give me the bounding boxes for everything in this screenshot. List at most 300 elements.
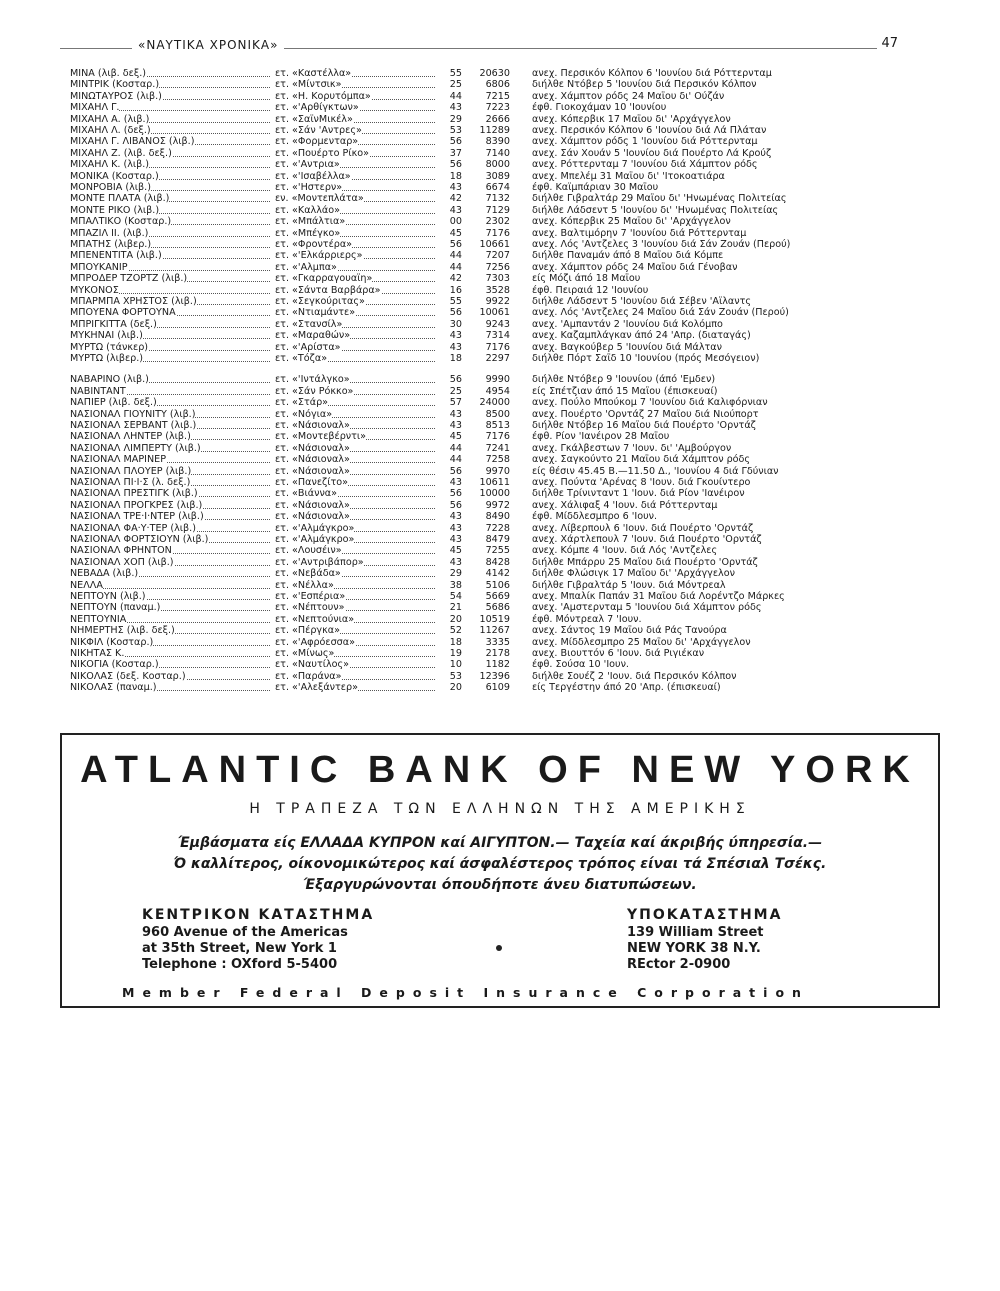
- ship-former-name: [275, 420, 435, 431]
- ship-name: [70, 466, 270, 477]
- ship-name: [70, 205, 270, 216]
- ship-name: [70, 228, 270, 239]
- ship-tonnage: 7303: [485, 273, 510, 285]
- ship-year: 43: [449, 102, 462, 114]
- ship-former-name: [275, 477, 435, 488]
- ship-year: 43: [449, 420, 462, 431]
- ship-former-name-text: ετ. «Νέπτουν»: [275, 602, 345, 614]
- table-row: [0, 637, 1000, 648]
- ship-name-text: ΝΑΒΙΝΤΑΝΤ: [70, 385, 126, 397]
- ship-year: 43: [449, 522, 462, 534]
- table-row: [0, 420, 1000, 431]
- ship-former-name-text: εν. «Μοντεπλάτα»: [275, 193, 364, 205]
- ship-name: [70, 307, 270, 318]
- ship-former-name-text: ετ. «Νόγια»: [275, 408, 333, 420]
- ship-year: 20: [449, 682, 462, 694]
- ship-name-text: ΜΥΡΤΩ (λιβερ.): [70, 353, 144, 364]
- branch-address-2: NEW YORK 38 N.Y.: [627, 941, 761, 956]
- table-row: [0, 477, 1000, 488]
- ship-former-name: [275, 102, 435, 113]
- table-row: [0, 125, 1000, 136]
- ship-position: έφθ. Μόντρεαλ 7 'Ιουν.: [532, 613, 642, 625]
- ship-former-name-text: ετ. «'Ελκάρριερς»: [275, 250, 363, 262]
- ship-name-text: ΜΠΟΥΕΝΑ ΦΟΡΤΟΥΝΑ: [70, 307, 176, 319]
- ship-former-name: [275, 159, 435, 170]
- ship-former-name-text: ετ. «Καστέλλα»: [275, 68, 352, 79]
- ship-tonnage: 10000: [479, 488, 510, 500]
- ship-name-text: ΝΑΣΙΟΝΑΛ ΛΗΝΤΕΡ (λιβ.): [70, 431, 191, 443]
- ship-year: 54: [449, 591, 462, 602]
- ship-name-text: ΜΙΝΩΤΑΥΡΟΣ (λιβ.): [70, 90, 162, 102]
- table-row: [0, 79, 1000, 90]
- ship-position: διήλθε Λάδσεντ 5 'Ιουνίου δι' 'Ηνωμένας Πολιτείας: [532, 204, 779, 216]
- table-row: [0, 239, 1000, 250]
- ship-name-text: ΜΠΑΖΙΛ ΙΙ. (λιβ.): [70, 227, 149, 239]
- ship-tonnage: 24000: [479, 397, 510, 409]
- ship-name-text: ΝΑΣΙΟΝΑΛ ΠΛΟΥΕΡ (λιβ.): [70, 465, 192, 477]
- ship-tonnage: 8000: [485, 159, 510, 171]
- ship-former-name: [275, 580, 435, 591]
- ship-position: ανεχ. Λός 'Αντζελες 3 'Ιουνίου διά Σάν Ζουάν (Περού): [532, 239, 791, 250]
- ship-former-name: [275, 614, 435, 625]
- ship-name: [70, 488, 270, 499]
- ship-former-name: [275, 602, 435, 613]
- ship-position: έφθ. Γιοκοχάμαν 10 'Ιουνίου: [532, 102, 667, 114]
- ship-year: 29: [449, 113, 462, 125]
- ship-name: [70, 353, 270, 364]
- ship-name: [70, 296, 270, 307]
- ship-former-name: [275, 285, 435, 296]
- ship-former-name-text: ετ. «Φροντέρα»: [275, 239, 353, 250]
- table-row: [0, 250, 1000, 261]
- ship-former-name-text: ετ. «Μπέγκο»: [275, 227, 341, 239]
- table-row: [0, 216, 1000, 227]
- ship-name: [70, 68, 270, 79]
- ship-former-name: [275, 659, 435, 670]
- ship-former-name: [275, 625, 435, 636]
- ship-tonnage: 7223: [485, 102, 510, 114]
- ship-position: ανεχ. Βαγκούβερ 5 'Ιουνίου διά Μάλταν: [532, 341, 722, 353]
- ship-former-name-text: ετ. «Μίνως»: [275, 648, 335, 659]
- ship-year: 38: [449, 579, 462, 591]
- table-row: [0, 443, 1000, 454]
- table-row: [0, 545, 1000, 556]
- ship-former-name: [275, 68, 435, 79]
- ship-former-name: [275, 534, 435, 545]
- ship-name: [70, 545, 270, 556]
- ship-name-text: ΝΕΛΛΑ: [70, 579, 103, 591]
- ship-former-name-text: ετ. «Τόζα»: [275, 353, 328, 364]
- branch-address-1: 139 William Street: [627, 925, 764, 940]
- ship-year: 53: [449, 670, 462, 682]
- table-row: [0, 148, 1000, 159]
- ship-tonnage: 3528: [485, 284, 510, 296]
- ship-name: [70, 250, 270, 261]
- ship-former-name: [275, 273, 435, 284]
- ship-year: 55: [449, 296, 462, 307]
- ship-former-name: [275, 91, 435, 102]
- ship-position: ανεχ. Περσικόν Κόλπον 6 'Ιουνίου διά Λά Πλάταν: [532, 125, 767, 136]
- ship-position: ανεχ. Πούλο Μπούκομ 7 'Ιουνίου διά Καλιφόρνιαν: [532, 397, 768, 409]
- table-row: [0, 136, 1000, 147]
- ship-name: [70, 420, 270, 431]
- ship-name-text: ΜΥΚΗΝΑΙ (λιβ.): [70, 330, 143, 342]
- ship-tonnage: 9972: [485, 499, 510, 511]
- ship-former-name: [275, 374, 435, 385]
- ship-former-name-text: ετ. «Μοντεβέρντι»: [275, 431, 367, 443]
- ship-position: ανεχ. Καζαμπλάγκαν άπό 24 'Απρ. (διαταγάς): [532, 330, 751, 342]
- ship-year: 53: [449, 125, 462, 136]
- table-row: [0, 580, 1000, 591]
- ship-name-text: ΜΠΡΟΔΕΡ ΤΖΟΡΤΖ (λιβ.): [70, 273, 188, 285]
- ship-name: [70, 182, 270, 193]
- ship-former-name: [275, 545, 435, 556]
- page-header: [60, 38, 940, 60]
- ship-name: [70, 557, 270, 568]
- ship-name-text: ΝΑΣΙΟΝΑΛ ΛΙΜΠΕΡΤΥ (λιβ.): [70, 442, 201, 454]
- ship-name: [70, 91, 270, 102]
- ship-former-name-text: ετ. «Γκαρραγουαϊη»: [275, 273, 373, 285]
- ship-year: 56: [449, 239, 462, 250]
- table-row: [0, 523, 1000, 534]
- ship-name: [70, 511, 270, 522]
- ship-year: 45: [449, 431, 462, 443]
- ship-former-name-text: ετ. «'Αφρόεσσα»: [275, 636, 355, 648]
- ship-former-name-text: ετ. «Νέλλα»: [275, 579, 334, 591]
- ship-former-name-text: ετ. «Πανεζίτο»: [275, 477, 348, 488]
- fdic-member-line: Member Federal Deposit Insurance Corporation: [122, 985, 809, 1000]
- ship-name-text: ΜΙΧΑΗΛ Ζ. (λιβ. δεξ.): [70, 147, 172, 159]
- ship-name-text: ΝΑΣΙΟΝΑΛ ΦΟΡΤΣΙΟΥΝ (λιβ.): [70, 534, 209, 545]
- ship-position: ανεχ. Κόμπε 4 'Ιουν. διά Λός 'Αντζελες: [532, 545, 718, 557]
- ship-position: ανεχ. Βιουττόν 6 'Ιουν. διά Ριγιέκαν: [532, 648, 705, 659]
- ad-divider-dot: [496, 945, 502, 951]
- ship-name: [70, 262, 270, 273]
- ship-former-name-text: ετ. «Σάν 'Αντρες»: [275, 125, 362, 136]
- table-row: [0, 534, 1000, 545]
- table-row: [0, 397, 1000, 408]
- table-row: [0, 625, 1000, 636]
- ship-former-name: [275, 136, 435, 147]
- ship-name: [70, 114, 270, 125]
- ship-tonnage: 8490: [485, 511, 510, 523]
- ship-former-name: [275, 511, 435, 522]
- ship-year: 21: [449, 602, 462, 614]
- ship-position: ανεχ. Σάν Χουάν 5 'Ιουνίου διά Πουέρτο Λά Κρούζ: [532, 147, 772, 159]
- ship-name-text: ΜΠΡΙΓΚΙΤΤΑ (δεξ.): [70, 318, 157, 330]
- ship-former-name: [275, 591, 435, 602]
- table-row: [0, 659, 1000, 670]
- ship-former-name-text: ετ. «ΣαϊνΜικέλ»: [275, 113, 353, 125]
- ship-name: [70, 454, 270, 465]
- table-row: [0, 614, 1000, 625]
- ship-name-text: ΝΙΚΟΛΑΣ (παναμ.): [70, 682, 157, 694]
- ship-year: 43: [449, 534, 462, 545]
- ship-name-text: ΜΠΟΥΚΑΝΙΡ: [70, 261, 128, 273]
- ship-name: [70, 171, 270, 182]
- table-row: [0, 602, 1000, 613]
- ship-name: [70, 285, 270, 296]
- branch-heading: ΥΠΟΚΑΤΑΣΤΗΜΑ: [627, 907, 783, 923]
- ship-position: ανεχ. 'Αμπαντάν 2 'Ιουνίου διά Κολόμπο: [532, 318, 723, 330]
- ship-tonnage: 11289: [479, 125, 510, 136]
- ship-name: [70, 136, 270, 147]
- ship-former-name: [275, 182, 435, 193]
- ship-tonnage: 10661: [479, 239, 510, 250]
- table-row: [0, 500, 1000, 511]
- ship-former-name-text: ετ. «Νάσιοναλ»: [275, 442, 350, 454]
- ship-year: 43: [449, 511, 462, 523]
- ad-title: ATLANTIC BANK OF NEW YORK: [80, 749, 920, 791]
- ship-former-name: [275, 193, 435, 204]
- ship-name: [70, 102, 270, 113]
- ship-former-name: [275, 205, 435, 216]
- ship-position: ανεχ. 'Αμστερνταμ 5 'Ιουνίου διά Χάμπτον ρόδς: [532, 602, 762, 614]
- ship-name-text: ΜΙΧΑΗΛ Γ.: [70, 102, 120, 114]
- ship-name: [70, 79, 270, 90]
- ship-tonnage: 8513: [485, 420, 510, 431]
- ship-name: [70, 659, 270, 670]
- main-office-address-2: at 35th Street, New York 1: [142, 941, 337, 956]
- table-row: [0, 182, 1000, 193]
- ship-tonnage: 20630: [479, 68, 510, 79]
- ship-year: 43: [449, 341, 462, 353]
- ad-line-3: Έξαργυρώνονται όπουδήποτε άνευ διατυπώσεων.: [303, 877, 697, 893]
- ship-name: [70, 682, 270, 693]
- ship-year: 37: [449, 147, 462, 159]
- ship-year: 43: [449, 408, 462, 420]
- ship-position: διήλθε Λάδσεντ 5 'Ιουνίου διά Σέβεν 'Αϊλαντς: [532, 296, 751, 307]
- ship-position: ανεχ. Κόπερβικ 25 Μαΐου δι' 'Αρχάγγελον: [532, 216, 731, 228]
- ship-position: ανεχ. Σάντος 19 Μαΐου διά Ράς Τανούρα: [532, 625, 727, 637]
- ship-name: [70, 580, 270, 591]
- ship-name-text: ΝΙΚΗΤΑΣ Κ.: [70, 648, 125, 659]
- ship-tonnage: 6674: [485, 182, 510, 193]
- ship-name-text: ΜΠΑΡΜΠΑ ΧΡΗΣΤΟΣ (λιβ.): [70, 296, 197, 307]
- ship-former-name-text: ετ. «'Αλμάγκρο»: [275, 522, 355, 534]
- ship-name: [70, 216, 270, 227]
- table-row: [0, 228, 1000, 239]
- ship-year: 19: [449, 648, 462, 659]
- ship-position: διήλθε Πόρτ Σαΐδ 10 'Ιουνίου (πρός Μεσόγειον): [532, 353, 760, 364]
- ship-former-name: [275, 568, 435, 579]
- ship-year: 45: [449, 545, 462, 557]
- ship-position: έφθ. Πειραιά 12 'Ιουνίου: [532, 284, 649, 296]
- ship-year: 44: [449, 90, 462, 102]
- ship-former-name: [275, 637, 435, 648]
- branch-phone: REctor 2-0900: [627, 957, 731, 972]
- ship-name-text: ΝΑΣΙΟΝΑΛ ΠΡΟΓΚΡΕΣ (λιβ.): [70, 499, 203, 511]
- ship-name: [70, 409, 270, 420]
- table-row: [0, 159, 1000, 170]
- ship-name-text: ΝΑΣΙΟΝΑΛ ΠΡΕΣΤΙΓΚ (λιβ.): [70, 488, 198, 500]
- ship-former-name-text: ετ. «Βιάννα»: [275, 488, 337, 500]
- ship-position: διήλθε Σουέζ 2 'Ιουν. διά Περσικόν Κόλπον: [532, 670, 737, 682]
- table-row: [0, 171, 1000, 182]
- ship-year: 44: [449, 261, 462, 273]
- ship-name: [70, 397, 270, 408]
- ship-tonnage: 7140: [485, 147, 510, 159]
- ship-year: 00: [449, 216, 462, 228]
- ship-tonnage: 10519: [479, 613, 510, 625]
- table-row: [0, 319, 1000, 330]
- table-row: [0, 330, 1000, 341]
- ship-name-text: ΝΑΒΑΡΙΝΟ (λιβ.): [70, 374, 149, 386]
- ship-name: [70, 239, 270, 250]
- ship-former-name: [275, 216, 435, 227]
- ship-former-name: [275, 262, 435, 273]
- ship-position: ανεχ. Μπαλίκ Παπάν 31 Μαΐου διά Λορέντζο Μάρκες: [532, 591, 785, 602]
- ship-former-name-text: ετ. «Πέργκα»: [275, 625, 340, 637]
- table-row: [0, 91, 1000, 102]
- ship-year: 30: [449, 318, 462, 330]
- ship-year: 25: [449, 385, 462, 397]
- ship-tonnage: 7215: [485, 90, 510, 102]
- ship-position: ανεχ. Γκάλβεστων 7 'Ιουν. δι' 'Αμβούργον: [532, 442, 732, 454]
- table-row: [0, 671, 1000, 682]
- ship-former-name: [275, 125, 435, 136]
- ship-tonnage: 7176: [485, 227, 510, 239]
- ship-name-text: ΝΑΣΙΟΝΑΛ ΜΑΡΙΝΕΡ: [70, 454, 167, 466]
- ship-year: 18: [449, 353, 462, 364]
- ship-name: [70, 671, 270, 682]
- ship-year: 18: [449, 170, 462, 182]
- journal-title: «ΝΑΥΤΙΚΑ ΧΡΟΝΙΚΑ»: [132, 38, 284, 52]
- ship-name-text: ΜΙΧΑΗΛ Α. (λιβ.): [70, 113, 150, 125]
- ship-name: [70, 568, 270, 579]
- ship-position: ανεχ. Μίδδλεσμπρο 25 Μαΐου δι' 'Αρχάγγελον: [532, 636, 751, 648]
- ship-position: ανεχ. Χάμπτον ρόδς 1 'Ιουνίου διά Ρόττερνταμ: [532, 136, 758, 148]
- ship-name: [70, 374, 270, 385]
- main-office-phone: Telephone : OXford 5-5400: [142, 957, 338, 972]
- ship-name-text: ΜΥΡΤΩ (τάνκερ): [70, 341, 149, 353]
- ship-position: έφθ. Σούσα 10 'Ιουν.: [532, 659, 629, 671]
- ship-former-name: [275, 523, 435, 534]
- ship-name-text: ΜΙΧΑΗΛ Γ. ΛΙΒΑΝΟΣ (λιβ.): [70, 136, 195, 148]
- ship-former-name: [275, 353, 435, 364]
- ship-position: ανεχ. Σαγκούντο 21 Μαΐου διά Χάμπτον ρόδς: [532, 454, 751, 466]
- ship-position: διήλθε Ντόβερ 5 'Ιουνίου διά Περσικόν Κόλπον: [532, 79, 757, 91]
- ship-former-name-text: ετ. «Νάσιοναλ»: [275, 511, 350, 523]
- ship-former-name: [275, 296, 435, 307]
- table-row: [0, 285, 1000, 296]
- ship-former-name: [275, 319, 435, 330]
- ship-tonnage: 6109: [485, 682, 510, 694]
- ship-name-text: ΜΠΑΛΤΙΚΟ (Κοσταρ.): [70, 216, 172, 228]
- ship-name-text: ΝΕΠΤΟΥΝ (παναμ.): [70, 602, 161, 614]
- ship-name-text: ΝΕΠΤΟΥΝ (λιβ.): [70, 591, 146, 602]
- ship-former-name-text: ετ. «Στάρ»: [275, 397, 329, 409]
- ship-former-name: [275, 228, 435, 239]
- ship-former-name: [275, 330, 435, 341]
- ship-former-name: [275, 342, 435, 353]
- table-row: [0, 591, 1000, 602]
- page-number: 47: [877, 36, 902, 51]
- ship-former-name: [275, 443, 435, 454]
- ship-year: 52: [449, 625, 462, 637]
- ship-tonnage: 7176: [485, 431, 510, 443]
- ship-name: [70, 625, 270, 636]
- ship-tonnage: 7207: [485, 250, 510, 262]
- table-row: [0, 307, 1000, 318]
- ship-year: 10: [449, 659, 462, 671]
- ship-tonnage: 8428: [485, 556, 510, 568]
- ship-year: 42: [449, 193, 462, 205]
- ship-former-name-text: ετ. «Νάσιοναλ»: [275, 454, 350, 466]
- ship-name: [70, 193, 270, 204]
- ship-name-text: ΜΠΕΝΕΝΤΙΤΑ (λιβ.): [70, 250, 162, 262]
- ship-name: [70, 431, 270, 442]
- ship-name: [70, 148, 270, 159]
- ship-tonnage: 2178: [485, 648, 510, 659]
- ship-name-text: ΝΑΣΙΟΝΑΛ ΠΙ·Ι·Σ (λ. δεξ.): [70, 477, 191, 488]
- table-row: [0, 648, 1000, 659]
- ship-name: [70, 342, 270, 353]
- ship-name: [70, 614, 270, 625]
- ship-tonnage: 12396: [479, 670, 510, 682]
- ship-year: 43: [449, 477, 462, 488]
- ship-tonnage: 7258: [485, 454, 510, 466]
- ship-name-text: ΜΙΧΑΗΛ Κ. (λιβ.): [70, 159, 150, 171]
- ship-former-name-text: ετ. «Μίντσικ»: [275, 79, 342, 91]
- ship-tonnage: 11267: [479, 625, 510, 637]
- ship-name: [70, 500, 270, 511]
- ship-name-text: ΝΙΚΟΓΙΑ (Κοσταρ.): [70, 659, 159, 671]
- ship-tonnage: 4954: [485, 385, 510, 397]
- ship-year: 16: [449, 284, 462, 296]
- ship-name: [70, 534, 270, 545]
- table-row: [0, 409, 1000, 420]
- ship-name-text: ΜΟΝΙΚΑ (Κοσταρ.): [70, 170, 159, 182]
- ship-position: ανεχ. Ρόττερνταμ 7 'Ιουνίου διά Χάμπτον ρόδς: [532, 159, 758, 171]
- table-row: [0, 273, 1000, 284]
- ship-tonnage: 7241: [485, 442, 510, 454]
- ship-former-name: [275, 397, 435, 408]
- ship-former-name-text: ετ. «Μαραθών»: [275, 330, 351, 342]
- ship-position: ανεχ. Μπελέμ 31 Μαΐου δι' 'Ιτοκοατιάρα: [532, 170, 725, 182]
- ship-position: ανεχ. Χάμπτον ρόδς 24 Μαΐου δι' Ούζάν: [532, 90, 725, 102]
- ship-name-text: ΝΕΒΑΔΑ (λιβ.): [70, 568, 139, 580]
- ship-tonnage: 9243: [485, 318, 510, 330]
- table-row: [0, 431, 1000, 442]
- ship-former-name-text: ετ. «Πουέρτο Ρίκο»: [275, 147, 369, 159]
- ship-position: ανεχ. Χάρτλεπουλ 7 'Ιουν. διά Πουέρτο 'Ορντάζ: [532, 534, 762, 545]
- ship-tonnage: 7129: [485, 204, 510, 216]
- ship-name: [70, 637, 270, 648]
- ship-year: 20: [449, 613, 462, 625]
- ship-former-name-text: ετ. «Σεγκούριτας»: [275, 296, 365, 307]
- ship-year: 44: [449, 454, 462, 466]
- ship-former-name: [275, 114, 435, 125]
- ship-name: [70, 273, 270, 284]
- ship-name: [70, 523, 270, 534]
- ship-year: 56: [449, 374, 462, 386]
- ad-subtitle: Η ΤΡΑΠΕΖΑ ΤΩΝ ΕΛΛΗΝΩΝ ΤΗΣ ΑΜΕΡΙΚΗΣ: [249, 801, 751, 817]
- ship-name: [70, 319, 270, 330]
- ship-former-name-text: ετ. «Νάσιοναλ»: [275, 420, 350, 431]
- ship-former-name-text: ετ. «'Αντριβάπορ»: [275, 556, 364, 568]
- ship-name-text: ΜΥΚΟΝΟΣ: [70, 284, 119, 296]
- ship-tonnage: 8479: [485, 534, 510, 545]
- ship-position: έφθ. Καϊμπάριαν 30 Μαΐου: [532, 182, 659, 193]
- ship-tonnage: 2297: [485, 353, 510, 364]
- ship-former-name: [275, 148, 435, 159]
- ship-former-name: [275, 682, 435, 693]
- ship-former-name-text: ετ. «Νάσιοναλ»: [275, 465, 350, 477]
- ship-former-name: [275, 500, 435, 511]
- table-row: [0, 205, 1000, 216]
- ship-tonnage: 1182: [485, 659, 510, 671]
